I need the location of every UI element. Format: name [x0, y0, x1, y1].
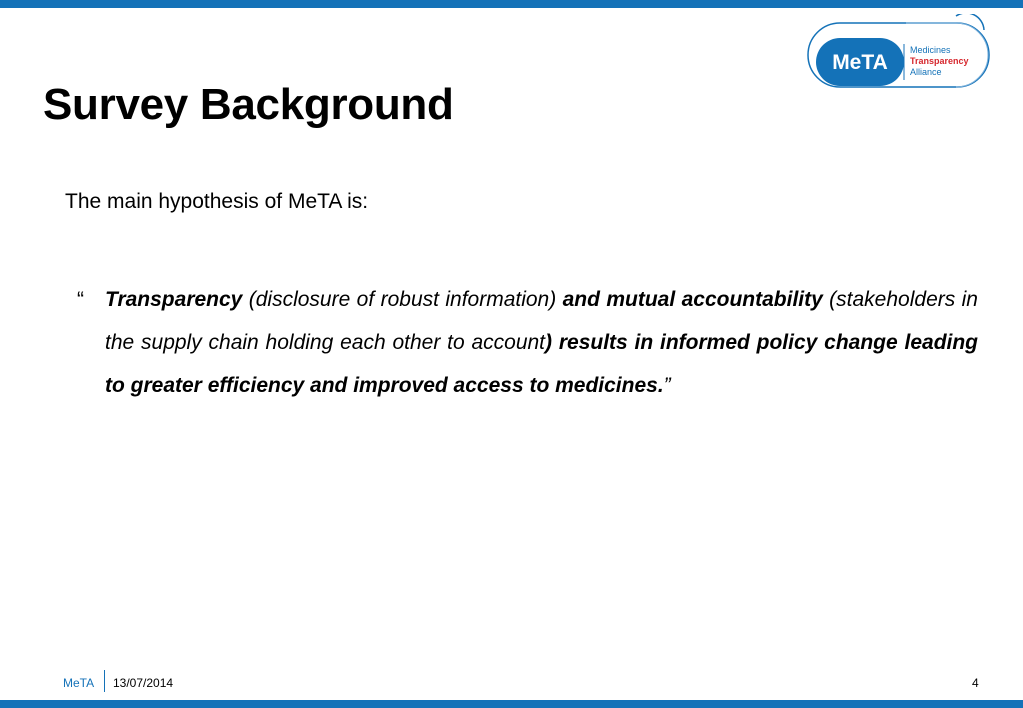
close-quote-mark: ”: [663, 374, 671, 397]
meta-logo: [806, 14, 996, 94]
hypothesis-quote: [77, 278, 979, 407]
footer-brand: MeTA: [63, 676, 95, 690]
quote-accountability: and mutual accountability: [562, 288, 823, 311]
open-quote-mark: “: [77, 288, 84, 311]
hypothesis-intro: The main hypothesis of MeTA is:: [65, 190, 369, 213]
meta-logo-graphic: [806, 14, 996, 94]
bottom-accent-bar: [0, 700, 1023, 708]
quote-disclosure: (disclosure of robust information): [242, 288, 563, 311]
top-accent-bar: [0, 0, 1023, 8]
logo-line-alliance: Alliance: [910, 67, 942, 77]
quote-transparency: Transparency: [105, 288, 243, 311]
quote-results: ) results in informed policy change leading to greater efficiency and improved access to medicines.: [105, 331, 979, 397]
page-number: 4: [972, 676, 979, 690]
footer-date: 13/07/2014: [113, 676, 174, 690]
logo-abbr: MeTA: [832, 51, 888, 74]
logo-line-medicines: Medicines: [910, 45, 951, 55]
footer-divider: [104, 670, 105, 692]
logo-line-transparency: Transparency: [910, 56, 969, 66]
slide-title: Survey Background: [43, 80, 454, 129]
quote-stakeholders: (stakeholders in the supply chain holding each other to account: [105, 288, 978, 354]
